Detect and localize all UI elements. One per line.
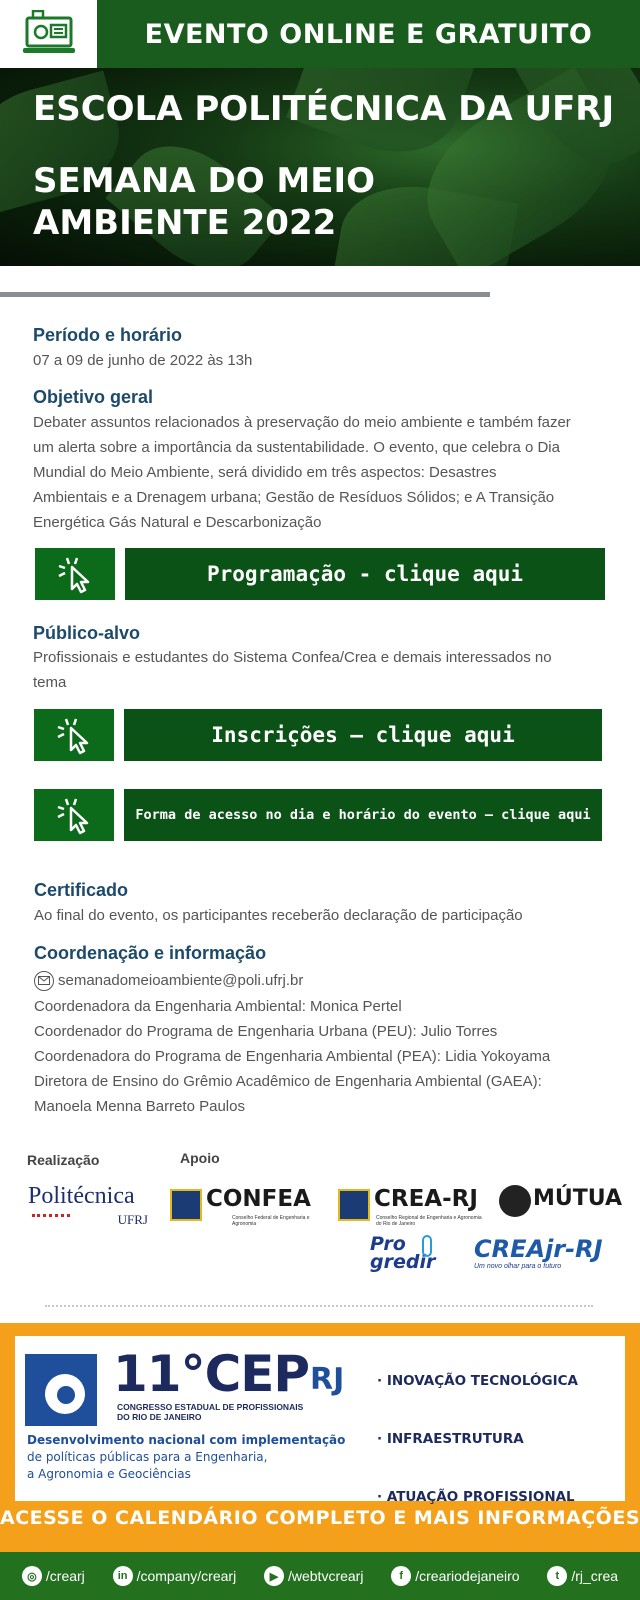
instagram-icon: ◎ [22,1566,42,1586]
confea-emblem-icon [170,1189,202,1221]
progredir-dna-icon [422,1235,432,1257]
coordenacao-heading: Coordenação e informação [34,943,267,963]
text-line: Diretora de Ensino do Grêmio Acadêmico de Engenharia Ambiental (GAEA): [34,1073,542,1090]
cep-subtitle [117,1402,303,1422]
inscricoes-label[interactable]: Inscrições – clique aqui [124,709,602,761]
text-line: Mundial do Meio Ambiente, será dividido em três aspectos: Desastres [33,464,497,481]
certificado-heading: Certificado [34,880,129,900]
realizacao-label: Realização [27,1152,100,1168]
text-line: tema [33,674,67,691]
programacao-button[interactable] [35,548,605,600]
coordenacao-text [34,994,550,1119]
text-line: Coordenador do Programa de Engenharia Urbana (PEU): Julio Torres [34,1023,498,1040]
mutua-emblem-icon [499,1185,531,1217]
objetivo-text [33,410,571,535]
youtube-icon: ▶ [264,1566,284,1586]
cep-desc-line2: de políticas públicas para a Engenharia, [27,1450,268,1464]
hero [0,68,640,266]
periodo-heading: Período e horário [33,325,183,345]
mail-icon [34,971,54,991]
text-line: Debater assuntos relacionados à preservação do meio ambiente e também fazer [33,414,571,431]
online-event-logo [0,0,97,68]
text-line: Profissionais e estudantes do Sistema Confea/Crea e demais interessados no [33,649,552,666]
hero-title-school: ESCOLA POLITÉCNICA DA UFRJ [33,89,615,129]
text-line: Manoela Menna Barreto Paulos [34,1098,245,1115]
social-bar [0,1552,640,1600]
facebook-icon: f [391,1566,411,1586]
cep-subtitle-line1: CONGRESSO ESTADUAL DE PROFISSIONAIS [117,1402,304,1412]
social-label[interactable]: /company/crearj [136,1568,237,1584]
cep-banner-card[interactable] [15,1336,625,1505]
confea-wordmark: CONFEA [206,1186,311,1212]
top-bar [0,0,640,68]
event-banner [97,0,640,68]
politecnica-dots [32,1214,70,1217]
mutua-logo [499,1183,622,1223]
cep-gear-icon [25,1354,97,1426]
dotted-divider [45,1305,593,1307]
social-link-facebook[interactable] [391,1566,519,1586]
hero-title-line3: AMBIENTE 2022 [33,203,337,243]
cep-number: 11°CEP [113,1345,310,1403]
social-link-instagram[interactable] [22,1566,85,1586]
text-line: um alerta sobre a importância da sustentabilidade. O evento, que celebra o Dia [33,439,560,456]
progredir-wordmark-2: gredir [370,1251,436,1273]
publico-heading: Público-alvo [33,623,141,643]
politecnica-wordmark: Politécnica [28,1183,135,1209]
cep-banner[interactable] [0,1323,640,1552]
crea-rj-logo [338,1186,488,1228]
periodo-text: 07 a 09 de junho de 2022 às 13h [33,352,253,369]
text-line: Ambientais e a Drenagem urbana; Gestão de Resíduos Sólidos; e A Transição [33,489,555,506]
confea-subtitle: Conselho Federal de Engenharia e Agronomia [232,1215,310,1227]
crea-subtitle: Conselho Regional de Engenharia e Agronomia do Rio de Janeiro [376,1215,482,1227]
social-link-linkedin[interactable] [113,1566,237,1586]
cep-topic: · INFRAESTRUTURA [377,1431,524,1447]
click-cursor-icon[interactable] [34,709,114,761]
crea-wordmark: CREA-RJ [374,1186,478,1212]
cep-description [27,1432,345,1483]
certificado-text: Ao final do evento, os participantes receberão declaração de participação [34,907,523,924]
cep-rj: RJ [310,1362,345,1397]
social-link-twitter[interactable] [547,1566,618,1586]
inscricoes-button[interactable] [34,709,602,761]
click-cursor-icon[interactable] [34,789,114,841]
crea-emblem-icon [338,1189,370,1221]
confea-logo [170,1186,322,1228]
cep-subtitle-line2: DO RIO DE JANEIRO [117,1412,202,1422]
text-line: Coordenadora da Engenharia Ambiental: Monica Pertel [34,998,402,1015]
acesso-label[interactable]: Forma de acesso no dia e horário do evento – clique aqui [124,789,602,841]
progredir-wordmark-1: Pro [370,1233,406,1255]
email-link[interactable]: semanadomeioambiente@poli.ufrj.br [58,972,304,989]
cep-topics [377,1352,578,1526]
creajr-subtitle: Um novo olhar para o futuro [474,1263,562,1270]
cep-desc-line1: Desenvolvimento nacional com implementação [27,1433,346,1447]
social-label[interactable]: /rj_crea [571,1568,619,1584]
social-label[interactable]: /crearj [45,1568,85,1584]
ufrj-wordmark: UFRJ [117,1212,148,1227]
divider [0,292,490,297]
objetivo-heading: Objetivo geral [33,387,154,407]
twitter-icon: t [547,1566,567,1586]
cep-desc-line3: a Agronomia e Geociências [27,1467,191,1481]
social-link-youtube[interactable] [264,1566,363,1586]
hero-title-line2: SEMANA DO MEIO [33,161,376,201]
cep-topic: · ATUAÇÃO PROFISSIONAL [377,1489,575,1505]
linkedin-icon: in [113,1566,133,1586]
text-line: Coordenadora do Programa de Engenharia Ambiental (PEA): Lidia Yokoyama [34,1048,551,1065]
acesso-button[interactable] [34,789,602,841]
creajr-wordmark: CREAjr-RJ [474,1235,603,1263]
social-label[interactable]: /creariodejaneiro [415,1568,520,1584]
publico-text [33,645,552,695]
progredir-logo [370,1235,445,1280]
banner-text: EVENTO ONLINE E GRATUITO [144,18,593,50]
cep-banner-cta[interactable]: ACESSE O CALENDÁRIO COMPLETO E MAIS INFORMAÇÕES [0,1507,640,1529]
apoio-label: Apoio [180,1150,220,1166]
mutua-wordmark: MÚTUA [533,1186,622,1211]
programacao-label[interactable]: Programação - clique aqui [125,548,605,600]
text-line: Energética Gás Natural e Descarbonização [33,514,322,531]
politecnica-logo [28,1183,148,1228]
creajr-logo [474,1235,624,1280]
laptop-event-icon [21,10,77,58]
cep-topic: · INOVAÇÃO TECNOLÓGICA [377,1373,578,1389]
email-row [34,968,303,993]
click-cursor-icon[interactable] [35,548,115,600]
social-label[interactable]: /webtvcrearj [287,1568,364,1584]
